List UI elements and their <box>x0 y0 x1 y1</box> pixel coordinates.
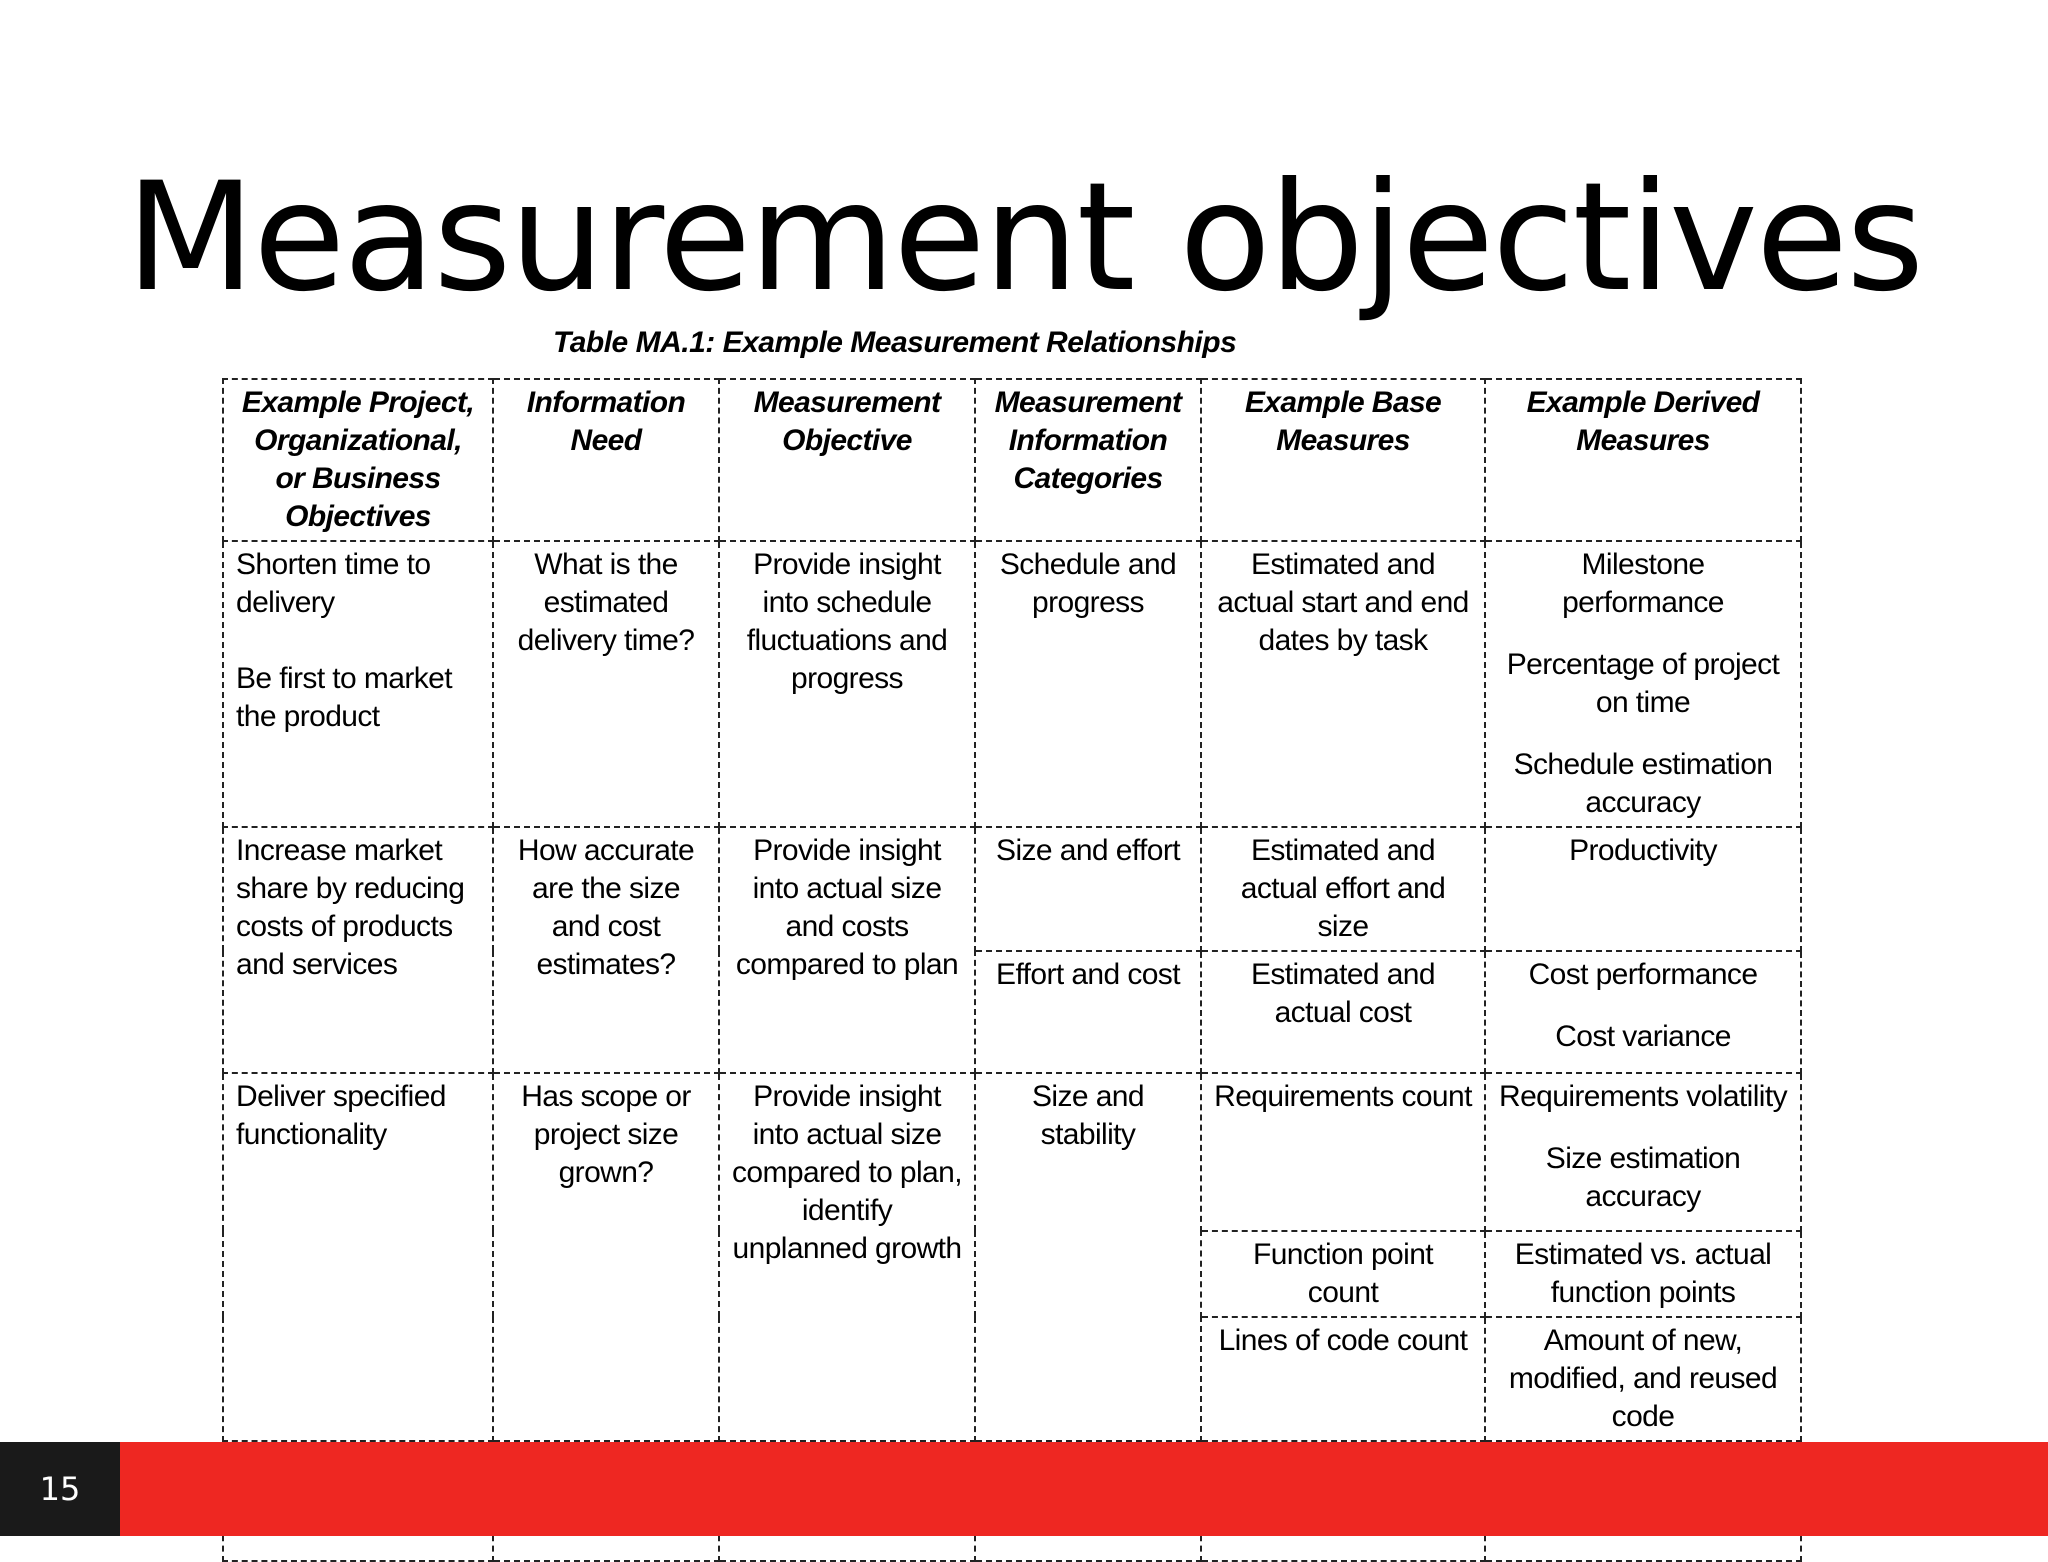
derived-measure-text: Cost variance <box>1555 1020 1731 1053</box>
base-measure-cell: Function point count <box>1201 1231 1485 1317</box>
derived-measure-text: Requirements volatility <box>1499 1080 1787 1113</box>
measurement-table <box>222 378 1802 1562</box>
page-number: 15 <box>0 1442 120 1536</box>
derived-measure-cell <box>1485 1317 1801 1441</box>
derived-measure-cell <box>1485 541 1801 827</box>
base-measure-cell: Estimated and actual start and end dates by task <box>1201 541 1485 827</box>
table-caption: Table MA.1: Example Measurement Relationships <box>553 326 1237 359</box>
footer-bar <box>0 1442 2048 1536</box>
header-base-measures: Example Base Measures <box>1201 379 1485 541</box>
objective-cell <box>223 1073 493 1441</box>
derived-measure-text: Estimated vs. actual function points <box>1514 1238 1772 1309</box>
objective-text: Shorten time to delivery <box>236 548 431 619</box>
information-category-cell: Size and stability <box>975 1073 1201 1441</box>
base-measure-cell: Estimated and actual effort and size <box>1201 827 1485 951</box>
information-need-cell: How accurate are the size and cost estimates? <box>493 827 719 1073</box>
derived-measure-text: Schedule estimation accuracy <box>1513 748 1773 819</box>
objective-cell <box>223 541 493 827</box>
base-measure-cell: Estimated and actual cost <box>1201 951 1485 1073</box>
base-measure-cell: Requirements count <box>1201 1073 1485 1231</box>
objective-text: Deliver specified functionality <box>236 1080 446 1151</box>
measurement-table-viewport <box>222 378 1802 1434</box>
information-need-cell: Has scope or project size grown? <box>493 1073 719 1441</box>
derived-measure-text: Productivity <box>1569 834 1717 867</box>
header-measurement-objective: Measurement Objective <box>719 379 975 541</box>
derived-measure-text: Milestone performance <box>1562 548 1724 619</box>
derived-measure-cell <box>1485 1231 1801 1317</box>
table-header-row <box>223 379 1801 541</box>
table-row <box>223 1073 1801 1231</box>
measurement-objective-cell: Provide insight into actual size and costs compared to plan <box>719 827 975 1073</box>
slide-title: Measurement objectives <box>125 151 1923 325</box>
derived-measure-text: Cost performance <box>1528 958 1758 991</box>
derived-measure-cell <box>1485 1073 1801 1231</box>
measurement-objective-cell: Provide insight into actual size compared to plan, identify unplanned growth <box>719 1073 975 1441</box>
table-row <box>223 541 1801 827</box>
information-category-cell: Size and effort <box>975 827 1201 951</box>
derived-measure-text: Amount of new, modified, and reused code <box>1508 1324 1778 1433</box>
information-category-cell: Schedule and progress <box>975 541 1201 827</box>
table-row <box>223 827 1801 951</box>
base-measure-cell: Lines of code count <box>1201 1317 1485 1441</box>
information-need-cell: What is the estimated delivery time? <box>493 541 719 827</box>
objective-text: Increase market share by reducing costs of products and services <box>236 834 465 981</box>
derived-measure-cell <box>1485 827 1801 951</box>
measurement-objective-cell: Provide insight into schedule fluctuations and progress <box>719 541 975 827</box>
derived-measure-text: Percentage of project on time <box>1506 648 1780 719</box>
header-information-need: Information Need <box>493 379 719 541</box>
derived-measure-cell <box>1485 951 1801 1073</box>
header-information-categories: Measurement Information Categories <box>975 379 1201 541</box>
header-derived-measures: Example Derived Measures <box>1485 379 1801 541</box>
information-category-cell: Effort and cost <box>975 951 1201 1073</box>
objective-cell <box>223 827 493 1073</box>
objective-text: Be first to market the product <box>236 662 452 733</box>
derived-measure-text: Size estimation accuracy <box>1545 1142 1741 1213</box>
header-objectives: Example Project, Organizational, or Business Objectives <box>223 379 493 541</box>
